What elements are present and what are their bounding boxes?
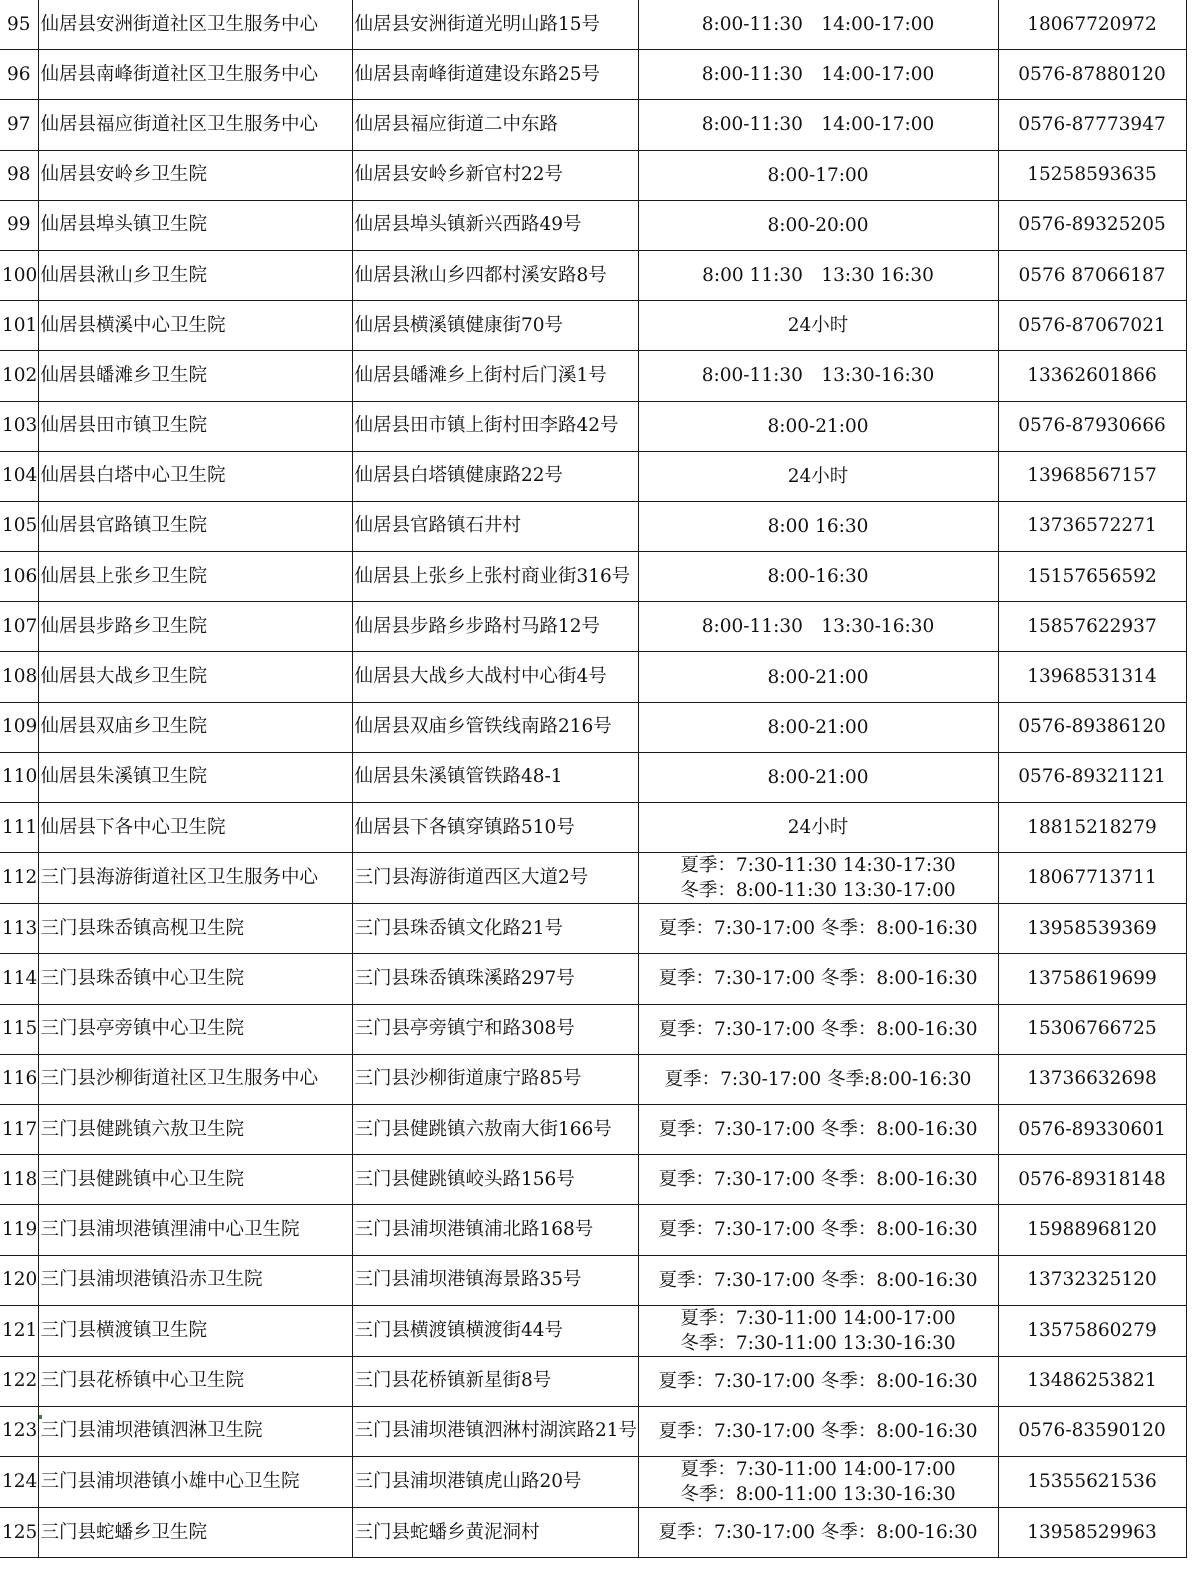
address-cell[interactable]: 三门县珠岙镇珠溪路297号 <box>352 954 638 1004</box>
phone-cell[interactable]: 13732325120 <box>998 1255 1186 1305</box>
hours-line: 夏季：7:30-17:00 冬季：8:00-16:30 <box>658 968 978 990</box>
table-row <box>0 1205 1186 1255</box>
phone-cell[interactable]: 13968567157 <box>998 451 1186 501</box>
hours-line: 夏季：7:30-17:00 冬季：8:00-16:30 <box>658 1420 978 1442</box>
row-number-cell[interactable]: 100 <box>0 250 38 300</box>
address-cell[interactable]: 仙居县安洲街道光明山路15号 <box>352 0 638 50</box>
phone-cell[interactable]: 18067720972 <box>998 0 1186 50</box>
row-number-cell[interactable]: 119 <box>0 1205 38 1255</box>
phone-cell[interactable]: 0576-89386120 <box>998 702 1186 752</box>
hours-line: 8:00-20:00 <box>767 214 869 236</box>
hours-cell[interactable] <box>638 1054 998 1104</box>
phone-cell[interactable]: 13486253821 <box>998 1356 1186 1406</box>
hours-cell[interactable] <box>638 1205 998 1255</box>
table-row <box>0 552 1186 602</box>
table-row <box>0 1305 1186 1356</box>
hours-line: 8:00 16:30 <box>767 515 869 537</box>
hours-cell[interactable] <box>638 702 998 752</box>
address-cell[interactable]: 仙居县下各镇穿镇路510号 <box>352 803 638 853</box>
row-number-cell[interactable]: 105 <box>0 501 38 551</box>
phone-cell[interactable]: 13362601866 <box>998 351 1186 401</box>
facility-name-cell[interactable]: 仙居县湫山乡卫生院 <box>38 250 352 300</box>
hours-cell[interactable] <box>638 451 998 501</box>
row-number-cell[interactable]: 116 <box>0 1054 38 1104</box>
facility-name-cell[interactable]: 仙居县双庙乡卫生院 <box>38 702 352 752</box>
table-row <box>0 200 1186 250</box>
address-cell[interactable]: 三门县健跳镇峧头路156号 <box>352 1155 638 1205</box>
address-cell[interactable]: 三门县亭旁镇宁和路308号 <box>352 1004 638 1054</box>
hours-cell[interactable] <box>638 301 998 351</box>
phone-cell[interactable]: 0576 87066187 <box>998 250 1186 300</box>
facility-name-cell[interactable]: 仙居县横溪中心卫生院 <box>38 301 352 351</box>
phone-cell[interactable]: 13758619699 <box>998 954 1186 1004</box>
hours-line: 冬季：7:30-11:00 13:30-16:30 <box>680 1332 956 1354</box>
hours-line: 24小时 <box>787 465 849 487</box>
facility-name-cell[interactable]: 仙居县白塔中心卫生院 <box>38 451 352 501</box>
facility-name-cell[interactable]: 仙居县埠头镇卫生院 <box>38 200 352 250</box>
hours-cell[interactable] <box>638 954 998 1004</box>
address-cell[interactable]: 仙居县湫山乡四都村溪安路8号 <box>352 250 638 300</box>
phone-cell[interactable]: 0576-89330601 <box>998 1104 1186 1154</box>
table-row <box>0 1155 1186 1205</box>
table-row <box>0 1255 1186 1305</box>
hours-cell[interactable] <box>638 1255 998 1305</box>
hours-cell[interactable] <box>638 501 998 551</box>
hours-cell[interactable] <box>638 50 998 100</box>
address-cell[interactable]: 仙居县横溪镇健康街70号 <box>352 301 638 351</box>
hours-line: 8:00 11:30 13:30 16:30 <box>702 265 934 287</box>
facility-name-cell[interactable]: 仙居县安洲街道社区卫生服务中心 <box>38 0 352 50</box>
phone-cell[interactable]: 15355621536 <box>998 1457 1186 1508</box>
address-cell[interactable]: 仙居县福应街道二中东路 <box>352 100 638 150</box>
row-number-cell[interactable]: 96 <box>0 50 38 100</box>
phone-cell[interactable]: 0576-87067021 <box>998 301 1186 351</box>
table-row <box>0 1406 1186 1456</box>
phone-cell[interactable]: 13968531314 <box>998 652 1186 702</box>
row-number-cell[interactable]: 110 <box>0 752 38 802</box>
phone-cell[interactable]: 0576-89325205 <box>998 200 1186 250</box>
table-row <box>0 351 1186 401</box>
hours-line: 8:00-11:30 13:30-16:30 <box>701 365 935 387</box>
facility-name-cell[interactable]: 仙居县南峰街道社区卫生服务中心 <box>38 50 352 100</box>
hours-line: 夏季：7:30-17:00 冬季：8:00-16:30 <box>658 1018 978 1040</box>
row-number-cell[interactable]: 106 <box>0 552 38 602</box>
row-number-cell[interactable]: 114 <box>0 954 38 1004</box>
row-number-cell[interactable]: 122 <box>0 1356 38 1406</box>
table-row <box>0 803 1186 853</box>
facility-name-cell[interactable]: 仙居县官路镇卫生院 <box>38 501 352 551</box>
hours-cell[interactable] <box>638 1004 998 1054</box>
facility-name-cell[interactable]: 三门县浦坝港镇小雄中心卫生院 <box>38 1457 352 1508</box>
table-row <box>0 904 1186 954</box>
table-row <box>0 451 1186 501</box>
hours-line: 冬季：8:00-11:30 13:30-17:00 <box>680 880 956 902</box>
hours-line: 夏季：7:30-17:00 冬季：8:00-16:30 <box>658 1169 978 1191</box>
facility-name-cell[interactable]: 三门县亭旁镇中心卫生院 <box>38 1004 352 1054</box>
hours-cell[interactable] <box>638 1356 998 1406</box>
row-number-cell[interactable]: 115 <box>0 1004 38 1054</box>
phone-cell[interactable]: 0576-87880120 <box>998 50 1186 100</box>
address-cell[interactable]: 仙居县埠头镇新兴西路49号 <box>352 200 638 250</box>
facility-name-cell[interactable]: 仙居县安岭乡卫生院 <box>38 150 352 200</box>
address-cell[interactable]: 三门县沙柳街道康宁路85号 <box>352 1054 638 1104</box>
facility-name-cell[interactable]: 三门县海游街道社区卫生服务中心 <box>38 853 352 904</box>
facility-name-cell[interactable]: 仙居县上张乡卫生院 <box>38 552 352 602</box>
phone-cell[interactable]: 15306766725 <box>998 1004 1186 1054</box>
facility-name-cell[interactable]: 三门县珠岙镇中心卫生院 <box>38 954 352 1004</box>
row-number-cell[interactable]: 102 <box>0 351 38 401</box>
table-row <box>0 752 1186 802</box>
phone-cell[interactable]: 0576-87773947 <box>998 100 1186 150</box>
hours-line: 8:00-16:30 <box>767 566 869 588</box>
facility-name-cell[interactable]: 三门县横渡镇卫生院 <box>38 1305 352 1356</box>
hours-cell[interactable] <box>638 200 998 250</box>
table-row <box>0 501 1186 551</box>
table-row <box>0 702 1186 752</box>
phone-cell[interactable]: 15157656592 <box>998 552 1186 602</box>
table-row <box>0 401 1186 451</box>
facility-name-cell[interactable]: 三门县浦坝港镇浬浦中心卫生院 <box>38 1205 352 1255</box>
hours-cell[interactable] <box>638 853 998 904</box>
hours-line: 夏季：7:30-17:00 冬季：8:00-16:30 <box>658 1119 978 1141</box>
table-row <box>0 1508 1186 1558</box>
hours-line: 8:00-17:00 <box>767 164 869 186</box>
table-row <box>0 1054 1186 1104</box>
hours-cell[interactable] <box>638 351 998 401</box>
row-number-cell[interactable]: 121 <box>0 1305 38 1356</box>
address-cell[interactable]: 仙居县步路乡步路村马路12号 <box>352 602 638 652</box>
row-number-cell[interactable]: 111 <box>0 803 38 853</box>
address-cell[interactable]: 三门县珠岙镇文化路21号 <box>352 904 638 954</box>
facility-name-cell[interactable]: 仙居县田市镇卫生院 <box>38 401 352 451</box>
hours-cell[interactable] <box>638 1508 998 1558</box>
row-number-cell[interactable]: 107 <box>0 602 38 652</box>
row-number-cell[interactable]: 123 <box>0 1406 38 1456</box>
address-cell[interactable]: 三门县浦坝港镇虎山路20号 <box>352 1457 638 1508</box>
facility-name-cell[interactable]: 三门县健跳镇中心卫生院 <box>38 1155 352 1205</box>
row-number-cell[interactable]: 109 <box>0 702 38 752</box>
address-cell[interactable]: 三门县浦坝港镇海景路35号 <box>352 1255 638 1305</box>
phone-cell[interactable]: 13958529963 <box>998 1508 1186 1558</box>
hours-cell[interactable] <box>638 150 998 200</box>
row-number-cell[interactable]: 125 <box>0 1508 38 1558</box>
address-cell[interactable]: 仙居县双庙乡管铁线南路216号 <box>352 702 638 752</box>
hours-line: 夏季：7:30-11:00 14:00-17:00 <box>680 1307 956 1329</box>
hours-line: 8:00-21:00 <box>767 716 869 738</box>
facility-name-cell[interactable]: 仙居县下各中心卫生院 <box>38 803 352 853</box>
address-cell[interactable]: 三门县蛇蟠乡黄泥洞村 <box>352 1508 638 1558</box>
row-number-cell[interactable]: 98 <box>0 150 38 200</box>
facility-name-cell[interactable]: 仙居县福应街道社区卫生服务中心 <box>38 100 352 150</box>
address-cell[interactable]: 仙居县皤滩乡上街村后门溪1号 <box>352 351 638 401</box>
address-cell[interactable]: 三门县健跳镇六敖南大街166号 <box>352 1104 638 1154</box>
hours-line: 夏季：7:30-17:00 冬季：8:00-16:30 <box>658 1522 978 1544</box>
hours-line: 8:00-21:00 <box>767 666 869 688</box>
phone-cell[interactable]: 18067713711 <box>998 853 1186 904</box>
phone-cell[interactable]: 18815218279 <box>998 803 1186 853</box>
address-cell[interactable]: 三门县浦坝港镇浦北路168号 <box>352 1205 638 1255</box>
hours-line: 夏季：7:30-11:00 14:00-17:00 <box>680 1459 956 1481</box>
facility-name-cell[interactable]: 仙居县步路乡卫生院 <box>38 602 352 652</box>
table-row <box>0 250 1186 300</box>
row-number-cell[interactable]: 97 <box>0 100 38 150</box>
phone-cell[interactable]: 13575860279 <box>998 1305 1186 1356</box>
table-row <box>0 100 1186 150</box>
hours-line: 夏季：7:30-17:00 冬季：8:00-16:30 <box>658 918 978 940</box>
table-row <box>0 954 1186 1004</box>
facility-name-cell[interactable]: 三门县珠岙镇高枧卫生院 <box>38 904 352 954</box>
facility-name-cell[interactable]: 三门县浦坝港镇沿赤卫生院 <box>38 1255 352 1305</box>
hours-cell[interactable] <box>638 1406 998 1456</box>
address-cell[interactable]: 三门县花桥镇新星街8号 <box>352 1356 638 1406</box>
table-row <box>0 50 1186 100</box>
hours-cell[interactable] <box>638 1305 998 1356</box>
address-cell[interactable]: 仙居县田市镇上街村田李路42号 <box>352 401 638 451</box>
row-number-cell[interactable]: 103 <box>0 401 38 451</box>
table-row <box>0 1356 1186 1406</box>
hours-cell[interactable] <box>638 552 998 602</box>
hours-cell[interactable] <box>638 250 998 300</box>
table-row <box>0 0 1186 50</box>
hours-cell[interactable] <box>638 803 998 853</box>
row-number-cell[interactable]: 104 <box>0 451 38 501</box>
facility-name-cell[interactable]: 三门县沙柳街道社区卫生服务中心 <box>38 1054 352 1104</box>
hours-cell[interactable] <box>638 100 998 150</box>
hours-cell[interactable] <box>638 401 998 451</box>
address-cell[interactable]: 仙居县南峰街道建设东路25号 <box>352 50 638 100</box>
hours-line: 夏季：7:30-17:00 冬季：8:00-16:30 <box>658 1370 978 1392</box>
address-cell[interactable]: 三门县海游街道西区大道2号 <box>352 853 638 904</box>
phone-cell[interactable]: 13958539369 <box>998 904 1186 954</box>
row-number-cell[interactable]: 99 <box>0 200 38 250</box>
facility-name-cell[interactable]: 仙居县朱溪镇卫生院 <box>38 752 352 802</box>
hours-cell[interactable] <box>638 1155 998 1205</box>
address-cell[interactable]: 仙居县官路镇石井村 <box>352 501 638 551</box>
address-cell[interactable]: 三门县浦坝港镇泗淋村湖滨路21号 <box>352 1406 638 1456</box>
hours-cell[interactable] <box>638 904 998 954</box>
row-number-cell[interactable]: 118 <box>0 1155 38 1205</box>
row-number-cell[interactable]: 124 <box>0 1457 38 1508</box>
table-row <box>0 301 1186 351</box>
hours-line: 8:00-21:00 <box>767 766 869 788</box>
hours-line: 夏季：7:30-11:30 14:30-17:30 <box>680 855 956 877</box>
phone-cell[interactable]: 13736632698 <box>998 1054 1186 1104</box>
table-row <box>0 150 1186 200</box>
hours-cell[interactable] <box>638 0 998 50</box>
address-cell[interactable]: 仙居县朱溪镇管铁路48-1 <box>352 752 638 802</box>
row-number-cell[interactable]: 117 <box>0 1104 38 1154</box>
row-number-cell[interactable]: 108 <box>0 652 38 702</box>
row-number-cell[interactable]: 120 <box>0 1255 38 1305</box>
hours-cell[interactable] <box>638 752 998 802</box>
row-number-cell[interactable]: 101 <box>0 301 38 351</box>
facility-name-cell[interactable]: 仙居县大战乡卫生院 <box>38 652 352 702</box>
table-row <box>0 652 1186 702</box>
row-number-cell[interactable]: 112 <box>0 853 38 904</box>
row-number-cell[interactable]: 113 <box>0 904 38 954</box>
hours-line: 24小时 <box>787 315 849 337</box>
facility-name-cell[interactable]: 三门县花桥镇中心卫生院 <box>38 1356 352 1406</box>
hours-line: 8:00-11:30 13:30-16:30 <box>701 616 935 638</box>
address-cell[interactable]: 仙居县大战乡大战村中心街4号 <box>352 652 638 702</box>
address-cell[interactable]: 仙居县安岭乡新官村22号 <box>352 150 638 200</box>
hours-line: 8:00-11:30 14:00-17:00 <box>701 64 935 86</box>
address-cell[interactable]: 仙居县白塔镇健康路22号 <box>352 451 638 501</box>
hours-cell[interactable] <box>638 652 998 702</box>
hours-line: 8:00-21:00 <box>767 415 869 437</box>
hours-cell[interactable] <box>638 1104 998 1154</box>
table-row <box>0 1457 1186 1508</box>
hours-line: 夏季：7:30-17:00 冬季：8:00-16:30 <box>658 1269 978 1291</box>
phone-cell[interactable]: 15988968120 <box>998 1205 1186 1255</box>
address-cell[interactable]: 三门县横渡镇横渡街44号 <box>352 1305 638 1356</box>
table-row <box>0 602 1186 652</box>
hours-line: 8:00-11:30 14:00-17:00 <box>701 114 935 136</box>
phone-cell[interactable]: 13736572271 <box>998 501 1186 551</box>
phone-cell[interactable]: 15258593635 <box>998 150 1186 200</box>
phone-cell[interactable]: 0576-89318148 <box>998 1155 1186 1205</box>
hours-line: 8:00-11:30 14:00-17:00 <box>701 14 935 36</box>
phone-cell[interactable]: 15857622937 <box>998 602 1186 652</box>
facility-name-cell[interactable]: 三门县浦坝港镇泗淋卫生院 <box>38 1406 352 1456</box>
hours-line: 夏季：7:30-17:00 冬季：8:00-16:30 <box>658 1219 978 1241</box>
table-row <box>0 1104 1186 1154</box>
facility-name-cell[interactable]: 三门县健跳镇六敖卫生院 <box>38 1104 352 1154</box>
phone-cell[interactable]: 0576-83590120 <box>998 1406 1186 1456</box>
facility-name-cell[interactable]: 三门县蛇蟠乡卫生院 <box>38 1508 352 1558</box>
hours-line: 冬季：8:00-11:00 13:30-16:30 <box>680 1484 956 1506</box>
address-cell[interactable]: 仙居县上张乡上张村商业街316号 <box>352 552 638 602</box>
facility-name-cell[interactable]: 仙居县皤滩乡卫生院 <box>38 351 352 401</box>
phone-cell[interactable]: 0576-87930666 <box>998 401 1186 451</box>
hours-cell[interactable] <box>638 1457 998 1508</box>
table-row <box>0 1004 1186 1054</box>
hours-line: 24小时 <box>787 817 849 839</box>
hours-line: 夏季：7:30-17:00 冬季:8:00-16:30 <box>664 1068 972 1090</box>
hours-cell[interactable] <box>638 602 998 652</box>
phone-cell[interactable]: 0576-89321121 <box>998 752 1186 802</box>
row-number-cell[interactable]: 95 <box>0 0 38 50</box>
table-row <box>0 853 1186 904</box>
